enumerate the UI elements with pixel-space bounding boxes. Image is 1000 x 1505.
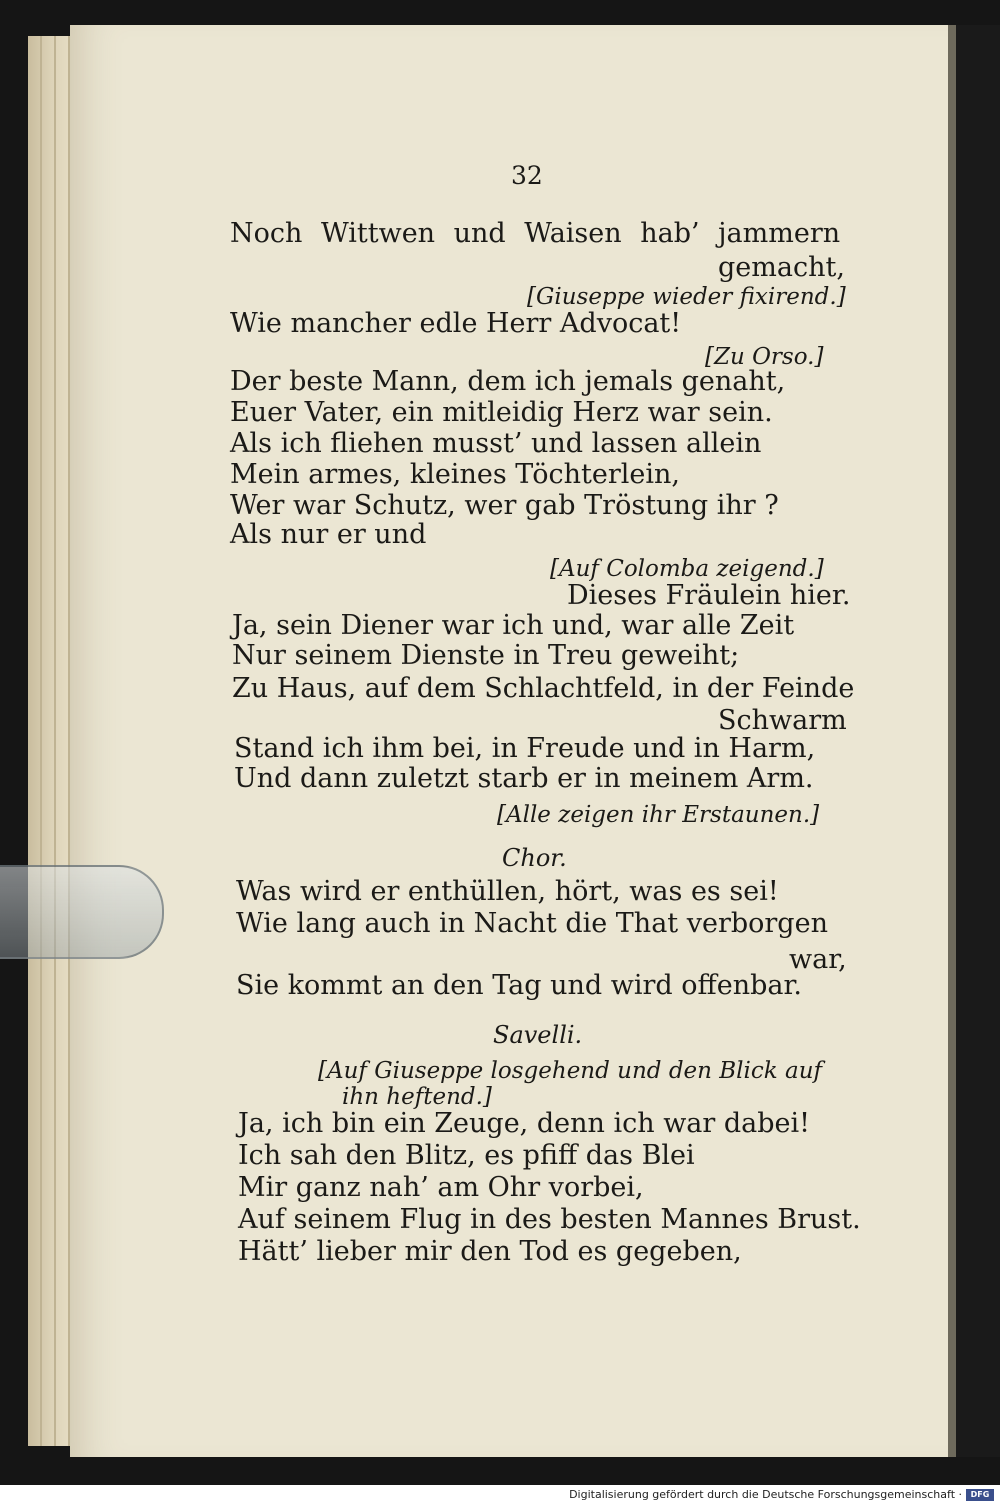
text-line: Als ich fliehen musst’ und lassen allein [230, 428, 762, 459]
text-line: Nur seinem Dienste in Treu geweiht; [232, 640, 740, 671]
text-line: Ich sah den Blitz, es pfiff das Blei [238, 1140, 695, 1171]
speaker-name: Savelli. [493, 1021, 583, 1049]
digitization-footer [0, 1485, 1000, 1505]
stage-direction: [Zu Orso.] [705, 344, 824, 370]
text-line: Ja, ich bin ein Zeuge, denn ich war dabei! [238, 1108, 811, 1139]
footer-credit: Digitalisierung gefördert durch die Deutsche Forschungsgemeinschaft · [569, 1488, 962, 1501]
stage-direction: [Alle zeigen ihr Erstaunen.] [497, 802, 820, 828]
text-line: Mir ganz nah’ am Ohr vorbei, [238, 1172, 644, 1203]
text-line: Euer Vater, ein mitleidig Herz war sein. [230, 397, 773, 428]
text-line: Noch Wittwen und Waisen hab’ jammern [230, 218, 841, 249]
text-line: Und dann zuletzt starb er in meinem Arm. [234, 763, 814, 794]
speaker-name: Chor. [502, 844, 567, 872]
text-line: Hätt’ lieber mir den Tod es gegeben, [238, 1236, 742, 1267]
text-line: Auf seinem Flug in des besten Mannes Brust. [238, 1204, 861, 1235]
text-line: Schwarm [718, 705, 847, 736]
text-line: Stand ich ihm bei, in Freude und in Harm, [234, 733, 816, 764]
page-number: 32 [511, 161, 543, 190]
text-line: Mein armes, kleines Töchterlein, [230, 459, 680, 490]
text-line: Dieses Fräulein hier. [567, 580, 851, 611]
text-line: Ja, sein Diener war ich und, war alle Zeit [232, 610, 795, 641]
text-line: Der beste Mann, dem ich jemals genaht, [230, 366, 786, 397]
text-line: Wer war Schutz, wer gab Tröstung ihr ? [230, 490, 779, 521]
stage-direction: ihn heftend.] [342, 1084, 492, 1110]
stage-direction: [Giuseppe wieder fixirend.] [527, 284, 846, 310]
stage-direction: [Auf Giuseppe losgehend und den Blick auf [318, 1058, 823, 1084]
dfg-logo-icon: DFG [966, 1489, 994, 1501]
text-line: gemacht, [718, 252, 845, 283]
text-line: Zu Haus, auf dem Schlachtfeld, in der Feinde [232, 673, 855, 704]
text-line: war, [789, 944, 847, 975]
text-line: Als nur er und [230, 519, 427, 550]
text-line: Was wird er enthüllen, hört, was es sei! [236, 876, 779, 907]
text-line: Wie lang auch in Nacht die That verborgen [236, 908, 828, 939]
stage-direction: [Auf Colomba zeigend.] [550, 556, 824, 582]
text-line: Wie mancher edle Herr Advocat! [230, 308, 682, 339]
text-line: Sie kommt an den Tag und wird offenbar. [236, 970, 802, 1001]
